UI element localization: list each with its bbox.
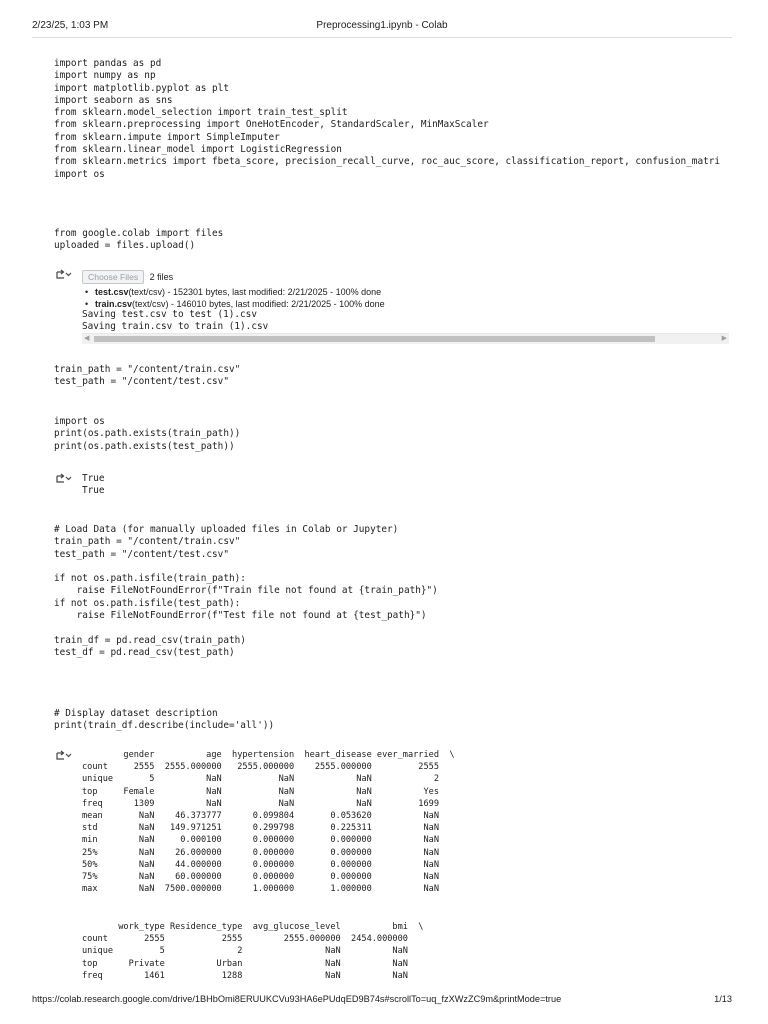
code-cell-imports[interactable]: import pandas as pd import numpy as np import matplotlib.pyplot as plt import seaborn as sns from sklearn.model_selection import train_test_split from sklearn.preprocessing import OneHotEncoder, StandardScaler, MinMaxScaler from sklearn.impute import SimpleImputer from sklearn.linear_model import LogisticRegression from sklearn.metrics import fbeta_score, precision_recall_curve, roc_auc_score, classification_report, confusion_matri import os [54, 58, 721, 180]
describe-output-table-2: work_type Residence_type avg_glucose_level bmi \ count 2555 2555 2555.000000 2454.000000 unique 5 2 NaN NaN top Private Urban NaN NaN freq 1461 1288 NaN NaN [82, 922, 424, 981]
list-item [82, 286, 385, 298]
scrollbar-thumb[interactable] [94, 336, 655, 342]
horizontal-scrollbar[interactable] [82, 333, 729, 344]
describe-output-table-1: gender age hypertension heart_disease ever_married \ count 2555 2555.000000 2555.000000 2555.000000 2555 unique 5 NaN NaN NaN 2 top Female NaN NaN NaN Yes freq 1309 NaN NaN NaN 1699 mean NaN 46.373777 0.099804 0.053620 NaN std NaN 149.971251 0.299798 0.225311 NaN min NaN 0.000100 0.000000 0.000000 NaN 25% NaN 26.000000 0.000000 0.000000 NaN 50% NaN 44.000000 0.000000 0.000000 NaN 75% NaN 60.000000 0.000000 0.000000 NaN max NaN 7500.000000 1.000000 1.000000 NaN [82, 750, 455, 895]
print-datetime: 2/23/25, 1:03 PM [32, 20, 109, 31]
print-footer [32, 994, 732, 1008]
output-toggle-icon[interactable] [55, 269, 73, 281]
choose-files-button[interactable]: Choose Files [82, 270, 144, 284]
scroll-right-icon[interactable]: ▶ [721, 335, 727, 342]
file-name: train.csv [95, 299, 133, 310]
code-cell-paths[interactable]: train_path = "/content/train.csv" test_path = "/content/test.csv" [54, 364, 241, 388]
scroll-left-icon[interactable]: ◀ [84, 335, 90, 342]
output-toggle-icon[interactable] [55, 473, 73, 485]
header-divider [32, 37, 732, 38]
print-title: Preprocessing1.ipynb - Colab [316, 20, 448, 31]
code-cell-exists[interactable]: import os print(os.path.exists(train_path)) print(os.path.exists(test_path)) [54, 416, 241, 452]
code-cell-load[interactable]: # Load Data (for manually uploaded files in Colab or Jupyter) train_path = "/content/train.csv" test_path = "/content/test.csv" if not os.path.isfile(train_path): raise FileNotFoundError(f"Train file not found at {train_path}") if not os.path.isfile(test_path): raise FileNotFoundError(f"Test file not found at {test_path}") train_df = pd.read_csv(train_path) test_df = pd.read_csv(test_path) [54, 524, 438, 658]
code-cell-describe[interactable]: # Display dataset description print(train_df.describe(include='all')) [54, 708, 275, 732]
print-header [32, 20, 732, 34]
exists-output: True True [82, 473, 105, 497]
output-toggle-icon[interactable] [55, 750, 73, 762]
file-detail: (text/csv) - 146010 bytes, last modified: 2/21/2025 - 100% done [132, 299, 385, 310]
file-count-label: 2 files [149, 272, 174, 282]
page-url: https://colab.research.google.com/drive/1BHbOmi8ERUUKCVu93HA6ePUdqED9B74s#scrollTo=uq_fzXWzZC9m&printMode=true [32, 994, 562, 1004]
file-name: test.csv [95, 287, 129, 297]
uploaded-files-list [82, 286, 385, 310]
file-upload-row [82, 270, 173, 284]
file-detail: (text/csv) - 152301 bytes, last modified: 2/21/2025 - 100% done [128, 287, 382, 297]
saving-output: Saving test.csv to test (1).csv Saving train.csv to train (1).csv [82, 309, 269, 333]
code-cell-upload[interactable]: from google.colab import files uploaded = files.upload() [54, 228, 224, 252]
page-number: 1/13 [714, 994, 732, 1004]
